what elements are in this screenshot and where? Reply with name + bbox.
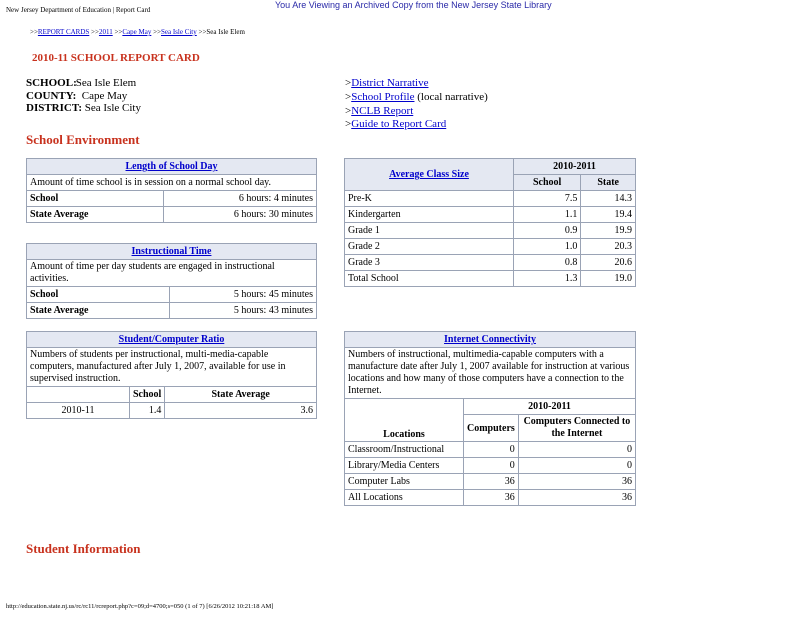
school-name: Sea Isle Elem	[75, 77, 137, 89]
table-row: Grade 1 0.9 19.9	[345, 223, 636, 239]
computer-ratio-table: Student/Computer Ratio Numbers of students per instructional, multi-media-capable computers, manufactured after July 1, 2007, available for use in supervised instruction. School State Average 2010-11 1.4 3.6	[26, 331, 317, 419]
page-header-text: New Jersey Department of Education | Report Card	[6, 6, 151, 14]
internet-connectivity-description: Numbers of instructional, multimedia-capable computers with a manufacture date after July 1, 2007 available for instruction at various locations and how many of those computers have a connection to the Internet.	[345, 348, 636, 399]
computer-ratio-description: Numbers of students per instructional, multi-media-capable computers, manufactured after July 1, 2007, available for use in supervised instruction.	[27, 348, 317, 387]
length-of-day-link[interactable]: Length of School Day	[125, 161, 218, 172]
class-size-link[interactable]: Average Class Size	[389, 169, 469, 180]
nclb-report-link[interactable]: NCLB Report	[351, 104, 414, 117]
page-footer-url: http://education.state.nj.us/rc/rc11/rcreport.php?c=09;d=4700;s=050 (1 of 7) [6/26/2012 10:21:18 AM]	[6, 603, 274, 610]
breadcrumb: >>REPORT CARDS >>2011 >>Cape May >>Sea Isle City >>Sea Isle Elem	[30, 28, 245, 36]
breadcrumb-2011[interactable]: 2011	[98, 28, 113, 36]
table-row: Computer Labs 36 36	[345, 474, 636, 490]
school-info: SCHOOL: Sea Isle Elem COUNTY: Cape May DISTRICT: Sea Isle City	[26, 77, 141, 114]
instructional-time-description: Amount of time per day students are engaged in instructional activities.	[27, 260, 317, 287]
table-row: School 6 hours: 4 minutes	[27, 191, 317, 207]
guide-link[interactable]: Guide to Report Card	[351, 118, 447, 131]
county-name: Cape May	[81, 89, 128, 102]
section-student-information: Student Information	[26, 541, 141, 556]
district-name: Sea Isle City	[84, 102, 141, 114]
section-school-environment: School Environment	[26, 132, 140, 147]
table-row: 2010-11 1.4 3.6	[27, 403, 317, 419]
instructional-time-link[interactable]: Instructional Time	[131, 246, 212, 257]
table-row: Pre-K 7.5 14.3	[345, 191, 636, 207]
district-narrative-link[interactable]: District Narrative	[351, 77, 429, 89]
table-row: Kindergarten 1.1 19.4	[345, 207, 636, 223]
length-of-day-description: Amount of time school is in session on a normal school day.	[27, 175, 317, 191]
internet-connectivity-link[interactable]: Internet Connectivity	[444, 334, 536, 345]
page-title: 2010-11 SCHOOL REPORT CARD	[32, 52, 200, 64]
archive-notice: You Are Viewing an Archived Copy from the New Jersey State Library	[275, 0, 552, 10]
internet-connectivity-table: Internet Connectivity Numbers of instructional, multimedia-capable computers with a manufacture date after July 1, 2007 available for instruction at various locations and how many of those computers have a connection to the Internet. Locations 2010-2011 Computers Computers Connected to the Internet Classroom/Instructional 0 0 Library/Media Centers 0 0 Computer Labs 36 36 All Locations 36 36	[344, 331, 636, 506]
breadcrumb-current: >>Sea Isle Elem	[196, 28, 245, 36]
report-links: >District Narrative >School Profile (local narrative) >NCLB Report >Guide to Report Card	[345, 77, 488, 131]
school-profile-link[interactable]: School Profile	[351, 90, 415, 103]
computer-ratio-link[interactable]: Student/Computer Ratio	[118, 334, 225, 345]
table-row: All Locations 36 36	[345, 490, 636, 506]
table-row: Grade 3 0.8 20.6	[345, 255, 636, 271]
breadcrumb-cape-may[interactable]: Cape May	[122, 28, 152, 36]
breadcrumb-sea-isle-city[interactable]: Sea Isle City	[160, 28, 197, 36]
table-row: State Average 6 hours: 30 minutes	[27, 207, 317, 223]
table-row: Grade 2 1.0 20.3	[345, 239, 636, 255]
table-row: School 5 hours: 45 minutes	[27, 287, 317, 303]
length-of-day-table	[26, 158, 317, 223]
table-row: Classroom/Instructional 0 0	[345, 442, 636, 458]
table-row: Total School 1.3 19.0	[345, 271, 636, 287]
class-size-table: Average Class Size 2010-2011 School State Pre-K 7.5 14.3 Kindergarten 1.1 19.4 Grade 1 0.9 19.9 Grade 2 1.0 20.3 Grade 3 0.8 20.6 Total School 1.3 19.0	[344, 158, 636, 287]
table-row: Library/Media Centers 0 0	[345, 458, 636, 474]
table-row: State Average 5 hours: 43 minutes	[27, 303, 317, 319]
instructional-time-table	[26, 243, 317, 319]
breadcrumb-report-cards[interactable]: REPORT CARDS	[37, 28, 90, 36]
